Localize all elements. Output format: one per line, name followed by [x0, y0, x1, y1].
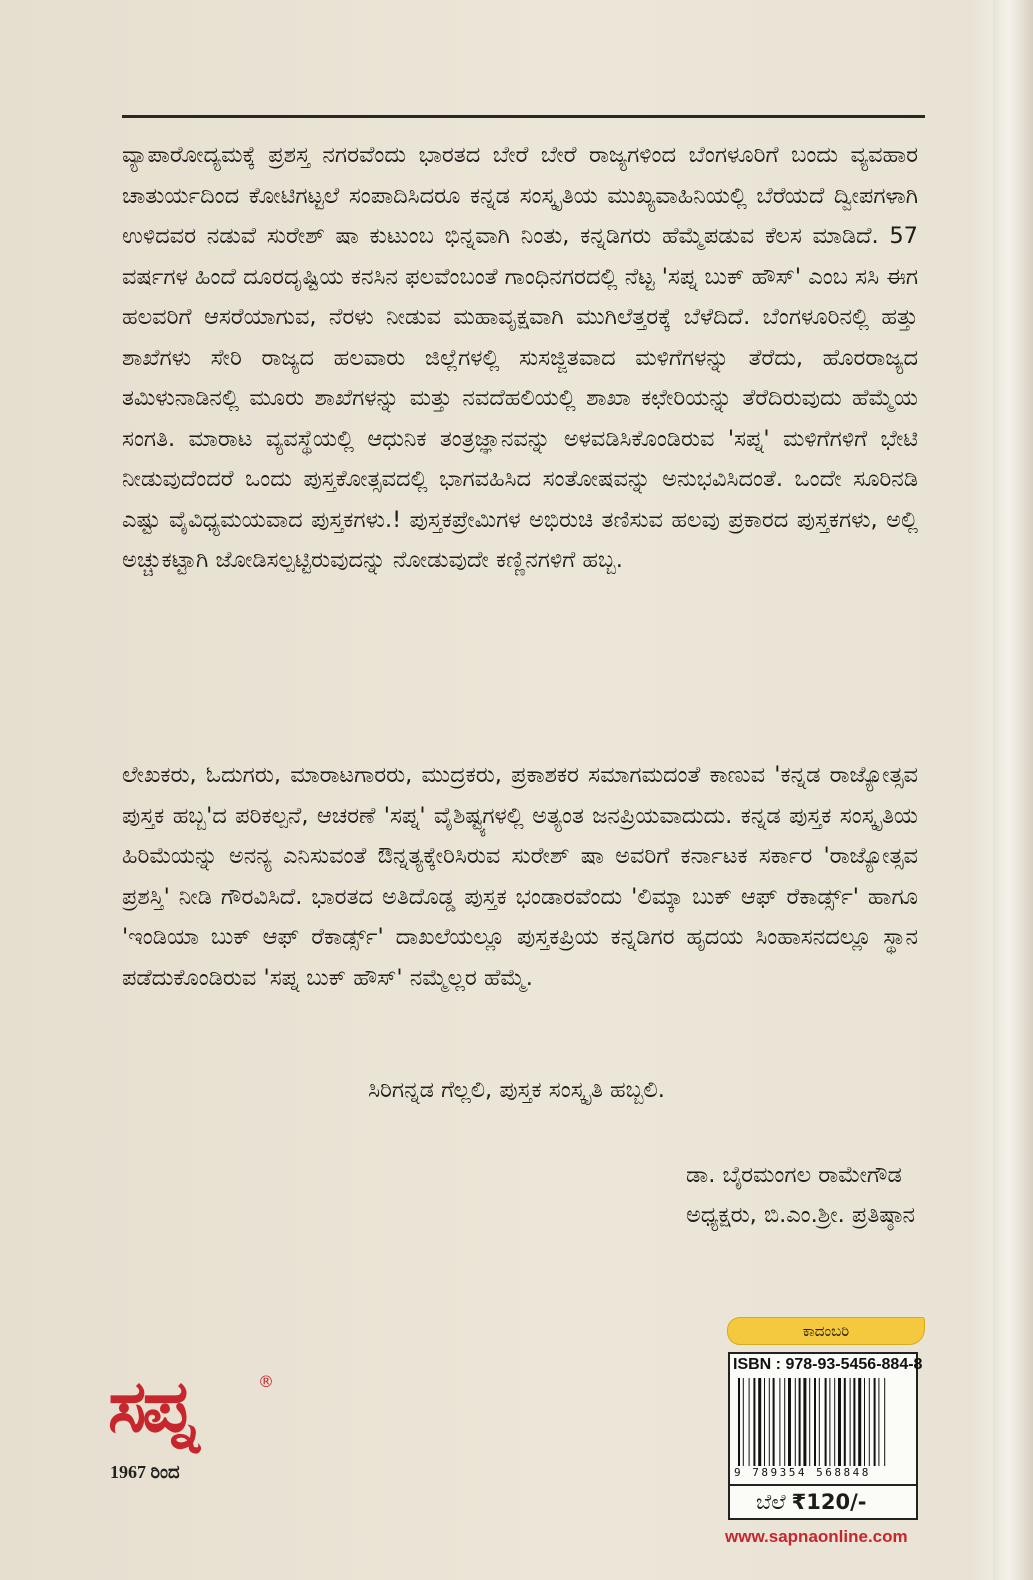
signatory-name: ಡಾ. ಬೈರಮಂಗಲ ರಾಮೇಗೌಡ: [685, 1162, 902, 1188]
barcode-digits: 9 789354 568848: [734, 1466, 871, 1479]
registered-mark-icon: ®: [258, 1372, 274, 1391]
blurb-paragraph-1: ವ್ಯಾಪಾರೋದ್ಯಮಕ್ಕೆ ಪ್ರಶಸ್ತ ನಗರವೆಂದು ಭಾರತದ ಬೇರೆ ಬೇರೆ ರಾಜ್ಯಗಳಿಂದ ಬೆಂಗಳೂರಿಗೆ ಬಂದು ವ್ಯವಹಾರ ಚಾತುರ್ಯದಿಂದ ಕೋಟಿಗಟ್ಟಲೆ ಸಂಪಾದಿಸಿದರೂ ಕನ್ನಡ ಸಂಸ್ಕೃತಿಯ ಮುಖ್ಯವಾಹಿನಿಯಲ್ಲಿ ಬೆರೆಯದೆ ದ್ವೀಪಗಳಾಗಿ ಉಳಿದವರ ನಡುವೆ ಸುರೇಶ್ ಷಾ ಕುಟುಂಬ ಭಿನ್ನವಾಗಿ ನಿಂತು, ಕನ್ನಡಿಗರು ಹೆಮ್ಮೆಪಡುವ ಕೆಲಸ ಮಾಡಿದೆ. 57 ವರ್ಷಗಳ ಹಿಂದೆ ದೂರದೃಷ್ಟಿಯ ಕನಸಿನ ಫಲವೆಂಬಂತೆ ಗಾಂಧಿನಗರದಲ್ಲಿ ನೆಟ್ಟ 'ಸಪ್ನ ಬುಕ್ ಹೌಸ್' ಎಂಬ ಸಸಿ ಈಗ ಹಲವರಿಗೆ ಆಸರೆಯಾಗುವ, ನೆರಳು ನೀಡುವ ಮಹಾವೃಕ್ಷವಾಗಿ ಮುಗಿಲೆತ್ತರಕ್ಕೆ ಬೆಳೆದಿದೆ. ಬೆಂಗಳೂರಿನಲ್ಲಿ ಹತ್ತು ಶಾಖೆಗಳು ಸೇರಿ ರಾಜ್ಯದ ಹಲವಾರು ಜಿಲ್ಲೆಗಳಲ್ಲಿ ಸುಸಜ್ಜಿತವಾದ ಮಳಿಗೆಗಳನ್ನು ತೆರೆದು, ಹೊರರಾಜ್ಯದ ತಮಿಳುನಾಡಿನಲ್ಲಿ ಮೂರು ಶಾಖೆಗಳನ್ನು ಮತ್ತು ನವದೆಹಲಿಯಲ್ಲಿ ಶಾಖಾ ಕಛೇರಿಯನ್ನು ತೆರೆದಿರುವುದು ಹೆಮ್ಮೆಯ ಸಂಗತಿ. ಮಾರಾಟ ವ್ಯವಸ್ಥೆಯಲ್ಲಿ ಆಧುನಿಕ ತಂತ್ರಜ್ಞಾನವನ್ನು ಅಳವಡಿಸಿಕೊಂಡಿರುವ 'ಸಪ್ನ' ಮಳಿಗೆಗಳಿಗೆ ಭೇಟಿ ನೀಡುವುದೆಂದರೆ ಒಂದು ಪುಸ್ತಕೋತ್ಸವದಲ್ಲಿ ಭಾಗವಹಿಸಿದ ಸಂತೋಷವನ್ನು ಅನುಭವಿಸಿದಂತೆ. ಒಂದೇ ಸೂರಿನಡಿ ಎಷ್ಟು ವೈವಿಧ್ಯಮಯವಾದ ಪುಸ್ತಕಗಳು.! ಪುಸ್ತಕಪ್ರೇಮಿಗಳ ಅಭಿರುಚಿ ತಣಿಸುವ ಹಲವು ಪ್ರಕಾರದ ಪುಸ್ತಕಗಳು, ಅಲ್ಲಿ ಅಚ್ಚುಕಟ್ಟಾಗಿ ಜೋಡಿಸಲ್ಪಟ್ಟಿರುವುದನ್ನು ನೋಡುವುದೇ ಕಣ್ಣಿನಗಳಿಗೆ ಹಬ್ಬ.: [122, 142, 918, 573]
since-year: 1967 ರಿಂದ: [110, 1462, 180, 1482]
top-rule: [122, 115, 925, 118]
price-value: ₹120/-: [791, 1490, 867, 1514]
isbn-barcode-box: [728, 1352, 923, 1486]
publisher-logo: [108, 1363, 278, 1482]
cover-edge: [993, 0, 1033, 1580]
blurb-paragraph-2: ಲೇಖಕರು, ಓದುಗರು, ಮಾರಾಟಗಾರರು, ಮುದ್ರಕರು, ಪ್ರಕಾಶಕರ ಸಮಾಗಮದಂತೆ ಕಾಣುವ 'ಕನ್ನಡ ರಾಜ್ಯೋತ್ಸವ ಪುಸ್ತಕ ಹಬ್ಬ'ದ ಪರಿಕಲ್ಪನೆ, ಆಚರಣೆ 'ಸಪ್ನ' ವೈಶಿಷ್ಟ್ಯಗಳಲ್ಲಿ ಅತ್ಯಂತ ಜನಪ್ರಿಯವಾದುದು. ಕನ್ನಡ ಪುಸ್ತಕ ಸಂಸ್ಕೃತಿಯ ಹಿರಿಮೆಯನ್ನು ಅನನ್ಯ ಎನಿಸುವಂತೆ ಔನ್ನತ್ಯಕ್ಕೇರಿಸಿರುವ ಸುರೇಶ್ ಷಾ ಅವರಿಗೆ ಕರ್ನಾಟಕ ಸರ್ಕಾರ 'ರಾಜ್ಯೋತ್ಸವ ಪ್ರಶಸ್ತಿ' ನೀಡಿ ಗೌರವಿಸಿದೆ. ಭಾರತದ ಅತಿದೊಡ್ಡ ಪುಸ್ತಕ ಭಂಡಾರವೆಂದು 'ಲಿಮ್ಕಾ ಬುಕ್ ಆಫ್ ರೆಕಾರ್ಡ್ಸ್' ಹಾಗೂ 'ಇಂಡಿಯಾ ಬುಕ್ ಆಫ್ ರೆಕಾರ್ಡ್ಸ್' ದಾಖಲೆಯಲ್ಲೂ ಪುಸ್ತಕಪ್ರಿಯ ಕನ್ನಡಿಗರ ಹೃದಯ ಸಿಂಹಾಸನದಲ್ಲೂ ಸ್ಥಾನ ಪಡೆದುಕೊಂಡಿರುವ 'ಸಪ್ನ ಬುಕ್ ಹೌಸ್' ನಮ್ಮೆಲ್ಲರ ಹೆಮ್ಮೆ.: [122, 762, 918, 991]
signature-block: [686, 1155, 915, 1235]
barcode-icon: [736, 1378, 912, 1466]
logo-wordmark: ಸಪ್ನ: [108, 1363, 195, 1448]
signatory-title: ಅಧ್ಯಕ್ಷರು, ಬಿ.ಎಂ.ಶ್ರೀ. ಪ್ರತಿಷ್ಠಾನ: [685, 1202, 915, 1228]
website-url: www.sapnaonline.com: [725, 1527, 908, 1546]
category-label: ಕಾದಂಬರಿ: [727, 1317, 925, 1345]
price-box: [728, 1486, 918, 1520]
closing-line: ಸಿರಿಗನ್ನಡ ಗೆಲ್ಲಲಿ, ಪುಸ್ತಕ ಸಂಸ್ಕೃತಿ ಹಬ್ಬಲಿ.: [368, 1077, 665, 1103]
price-label: ಬೆಲೆ: [756, 1490, 786, 1514]
isbn-label: ISBN : 978-93-5456-884-8: [733, 1356, 923, 1373]
